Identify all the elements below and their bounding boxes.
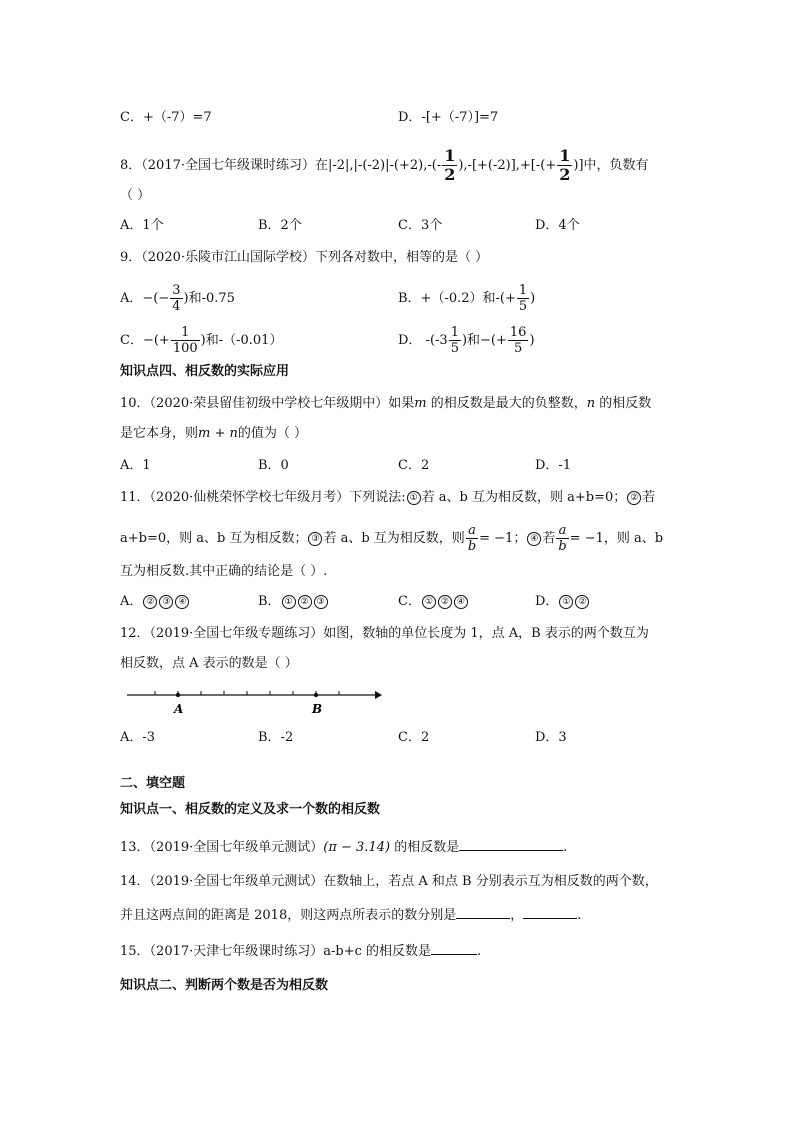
q9-a-fraction: $\frac{3}{4}$	[172, 283, 181, 314]
q14-answer-blank-2[interactable]	[523, 904, 577, 919]
q10-expr: m + n	[198, 426, 238, 441]
q10-option-a: A．1	[120, 458, 151, 473]
q12-option-d: D．3	[535, 730, 567, 745]
q8-option-a: A．1个	[120, 218, 164, 233]
q7-option-c: C．+（-7）=7	[120, 110, 212, 125]
q13-expr: (π − 3.14)	[323, 840, 391, 855]
number-line-figure	[125, 685, 385, 717]
q10-line1: 10．（2020·荣县留佳初级中学校七年级期中）如果m 的相反数是最大的负整数，n 的相反数	[120, 396, 652, 411]
q8-option-c: C．3个	[398, 218, 443, 233]
q9-d-fraction-2: $\frac{16}{5}$	[509, 325, 527, 356]
q15: 15．（2017·天津七年级课时练习）a-b+c 的相反数是 .	[120, 940, 481, 962]
q8-option-d: D．4个	[535, 218, 580, 233]
q9-option-a: A．−(− $\frac{3}{4}$ )和-0.75	[120, 283, 235, 314]
q11-line2: a+b=0，则 a、b 互为相反数； ③ 若 a、b 互为相反数，则 $\frac{a}{b}$ = −1； ④ 若 $\frac{a}{b}$ = −1，则 a、b	[120, 523, 664, 554]
q9-c-fraction: $\frac{1}{100}$	[172, 325, 198, 356]
q9-b-fraction: $\frac{1}{5}$	[518, 283, 528, 314]
q9-option-d: D． -(-3 $\frac{1}{5}$ )和−(+ $\frac{16}{5}$ )	[398, 325, 535, 356]
q8-option-b: B．2个	[258, 218, 302, 233]
q8-stem	[120, 148, 649, 183]
q8-fraction-2: $\frac{1}{2}$	[559, 146, 571, 184]
q14-answer-blank-1[interactable]	[456, 904, 510, 919]
q10-option-b: B．0	[258, 458, 289, 473]
point-b-dot	[314, 693, 318, 697]
q14-line2: 并且这两点间的距离是 2018，则这两点所表示的数分别是 ， .	[120, 904, 581, 926]
q10-var-m: m	[414, 396, 427, 411]
q11-line1: 11．（2020·仙桃荣怀学校七年级月考）下列说法: ① 若 a、b 互为相反数，则 a+b=0； ② 若	[120, 490, 656, 505]
q12-option-a: A．-3	[120, 730, 156, 745]
section-heading-fill: 二、填空题	[120, 776, 186, 791]
q11-option-a: A． ② ③ ④	[120, 592, 190, 612]
q12-line2: 相反数，点 A 表示的数是（ ）	[120, 656, 298, 671]
q11-fraction-1: $\frac{a}{b}$	[467, 523, 477, 554]
q8-paren: （ ）	[120, 188, 151, 203]
q15-answer-blank[interactable]	[431, 940, 477, 955]
q10-option-c: C．2	[398, 458, 430, 473]
q9-d-fraction-1: $\frac{1}{5}$	[450, 325, 459, 356]
section-heading-1: 知识点一、相反数的定义及求一个数的相反数	[120, 802, 381, 817]
q10-var-n: n	[586, 396, 596, 411]
q10-option-d: D．-1	[535, 458, 572, 473]
q11-option-b: B． ① ② ③	[258, 592, 329, 612]
number-line-arrow	[375, 691, 382, 699]
q9-stem: 9．（2020·乐陵市江山国际学校）下列各对数中，相等的是（ ）	[120, 250, 489, 265]
q8-fraction-1: $\frac{1}{2}$	[444, 146, 456, 184]
section-heading-2: 知识点二、判断两个数是否为相反数	[120, 978, 329, 993]
point-a-label: A	[174, 702, 184, 716]
q13: 13．（2019·全国七年级单元测试）(π − 3.14) 的相反数是 .	[120, 836, 567, 858]
q14-line1: 14．（2019·全国七年级单元测试）在数轴上，若点 A 和点 B 分别表示互为相反数的两个数，	[120, 874, 658, 889]
q9-option-c: C．−(+ $\frac{1}{100}$ )和-（-0.01）	[120, 325, 283, 356]
q12-line1: 12．（2019·全国七年级专题练习）如图，数轴的单位长度为 1，点 A，B 表示的两个数互为	[120, 626, 649, 641]
q12-option-c: C．2	[398, 730, 430, 745]
q8-stem-c: )]中，负数有	[573, 158, 649, 173]
q11-option-c: C． ① ② ④	[398, 592, 469, 612]
q12-option-b: B．-2	[258, 730, 294, 745]
q10-line2: 是它本身，则m + n的值为（ ）	[120, 426, 308, 441]
q8-stem-b: ),-[+(-2)],+[-(+	[458, 158, 557, 173]
q11-option-d: D． ① ②	[535, 592, 590, 612]
q7-option-d: D．-[+（-7）]=7	[398, 110, 499, 125]
q8-stem-a: 8．（2017·全国七年级课时练习）在|-2|,|-(-2)|-(+2),-(-	[120, 158, 442, 173]
section-heading-4: 知识点四、相反数的实际应用	[120, 364, 290, 379]
q11-fraction-2: $\frac{a}{b}$	[558, 523, 567, 554]
q13-answer-blank[interactable]	[459, 836, 563, 851]
point-b-label: B	[312, 702, 323, 716]
q11-line3: 互为相反数.其中正确的结论是（ ）.	[120, 564, 328, 579]
point-a-dot	[176, 693, 180, 697]
q9-option-b: B．+（-0.2）和-(+ $\frac{1}{5}$ )	[398, 283, 536, 314]
